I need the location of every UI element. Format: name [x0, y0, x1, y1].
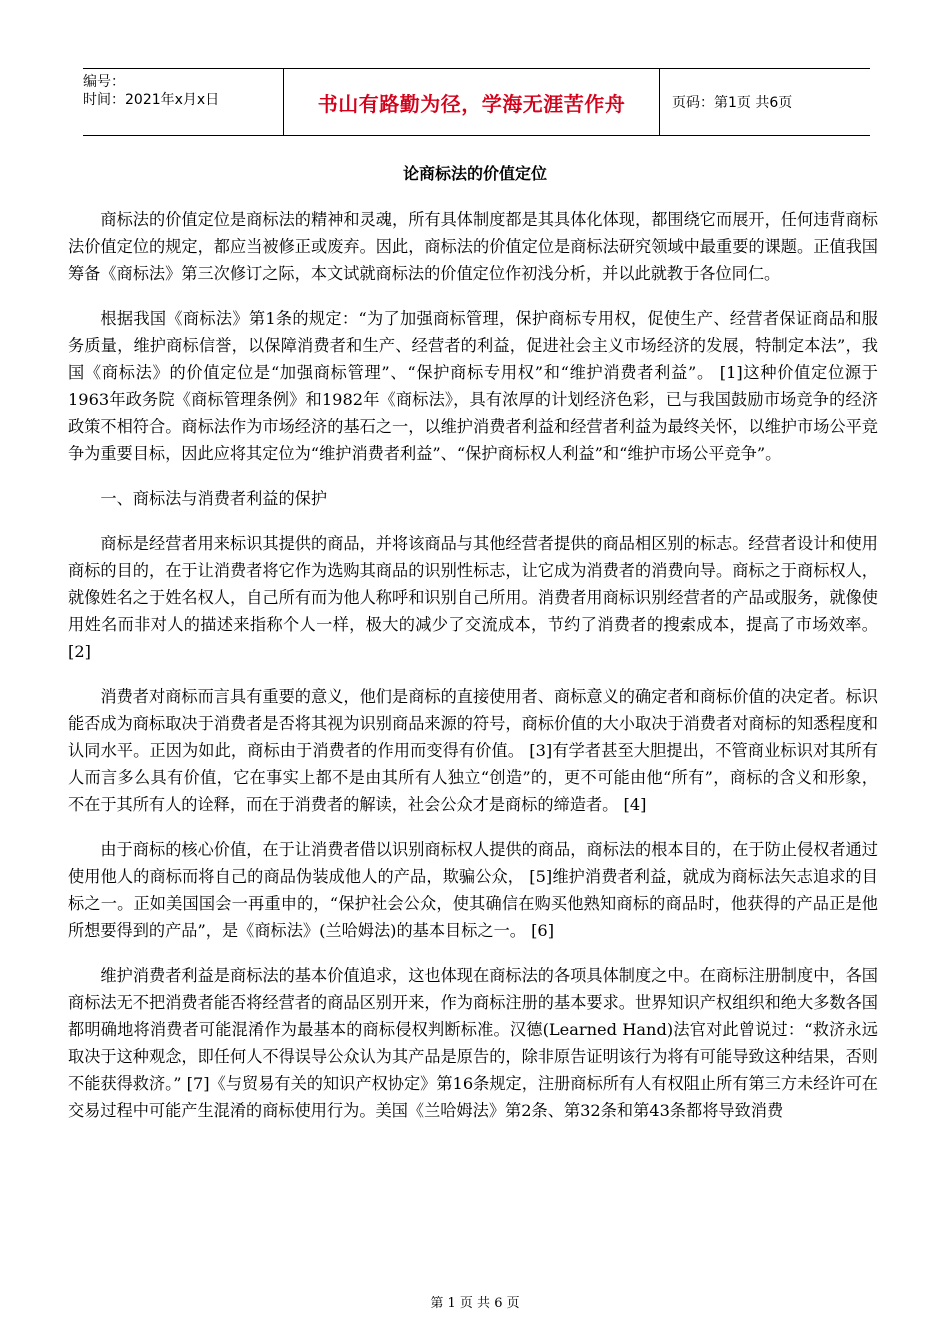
paragraph: 根据我国《商标法》第1条的规定：“为了加强商标管理，保护商标专用权，促使生产、经营者保证商品和服务质量，维护商标信誉，以保障消费者和生产、经营者的利益，促进社会主义市场经济的发展，特制定本法”，我国《商标法》的价值定位是“加强商标管理”、“保护商标专用权”和“维护消费者利益”。 [1]这种价值定位源于1963年政务院《商标管理条例》和1982年《商标法》，具有浓厚的计划经济色彩，已与我国鼓励市场竞争的经济政策不相符合。商标法作为市场经济的基石之一，以维护消费者利益和经营者利益为最终关怀，以维护市场公平竞争为重要目标，因此应将其定位为“维护消费者利益”、“保护商标权人利益”和“维护市场公平竞争”。 [68, 309, 878, 463]
document-title: 论商标法的价值定位 [402, 164, 547, 183]
number-label: 编号： [83, 74, 125, 90]
header-meta [83, 69, 284, 136]
paragraph: 商标是经营者用来标识其提供的商品，并将该商品与其他经营者提供的商品相区别的标志。经营者设计和使用商标的目的，在于让消费者将它作为选购其商品的识别性标志，让它成为消费者的消费向导。商标之于商标权人，就像姓名之于姓名权人，自己所有而为他人称呼和识别自己所用。消费者用商标识别经营者的产品或服务，就像使用姓名而非对人的描述来指称个人一样，极大的减少了交流成本，节约了消费者的搜索成本，提高了市场效率。 [2] [68, 534, 878, 661]
page-footer: 第 1 页 共 6 页 [430, 1296, 520, 1311]
header-page-info: 页码：第1页 共6页 [660, 69, 871, 136]
paragraph: 由于商标的核心价值，在于让消费者借以识别商标权人提供的商品，商标法的根本目的，在于防止侵权者通过使用他人的商标而将自己的商品伪装成他人的产品，欺骗公众， [5]维护消费者利益，就成为商标法矢志追求的目标之一。正如美国国会一再重申的，“保护社会公众，使其确信在购买他熟知商标的商品时，他获得的产品正是他所想要得到的产品”，是《商标法》(兰哈姆法)的基本目标之一。 [6] [68, 840, 878, 940]
section-heading: 一、商标法与消费者利益的保护 [100, 489, 328, 508]
header-motto: 书山有路勤为径，学海无涯苦作舟 [284, 69, 660, 136]
document-body [68, 206, 878, 1142]
document-header [83, 68, 870, 136]
paragraph: 商标法的价值定位是商标法的精神和灵魂，所有具体制度都是其具体化体现，都围绕它而展开，任何违背商标法价值定位的规定，都应当被修正或废弃。因此，商标法的价值定位是商标法研究领域中最重要的课题。正值我国筹备《商标法》第三次修订之际，本文试就商标法的价值定位作初浅分析，并以此就教于各位同仁。 [68, 210, 878, 283]
paragraph: 消费者对商标而言具有重要的意义，他们是商标的直接使用者、商标意义的确定者和商标价值的决定者。标识能否成为商标取决于消费者是否将其视为识别商品来源的符号，商标价值的大小取决于消费者对商标的知悉程度和认同水平。正因为如此，商标由于消费者的作用而变得有价值。 [3]有学者甚至大胆提出，不管商业标识对其所有人而言多么具有价值，它在事实上都不是由其所有人独立“创造”的，更不可能由他“所有”，商标的含义和形象，不在于其所有人的诠释，而在于消费者的解读，社会公众才是商标的缔造者。 [4] [68, 687, 878, 814]
paragraph: 维护消费者利益是商标法的基本价值追求，这也体现在商标法的各项具体制度之中。在商标注册制度中，各国商标法无不把消费者能否将经营者的商品区别开来，作为商标注册的基本要求。世界知识产权组织和绝大多数各国都明确地将消费者可能混淆作为最基本的商标侵权判断标准。汉德(Learned Hand)法官对此曾说过：“救济永远取决于这种观念，即任何人不得误导公众认为其产品是原告的，除非原告证明该行为将有可能导致这种结果，否则不能获得救济。” [7]《与贸易有关的知识产权协定》第16条规定，注册商标所有人有权阻止所有第三方未经许可在交易过程中可能产生混淆的商标使用行为。美国《兰哈姆法》第2条、第32条和第43条都将导致消费 [68, 966, 878, 1120]
date-label: 时间：2021年x月x日 [83, 92, 220, 108]
